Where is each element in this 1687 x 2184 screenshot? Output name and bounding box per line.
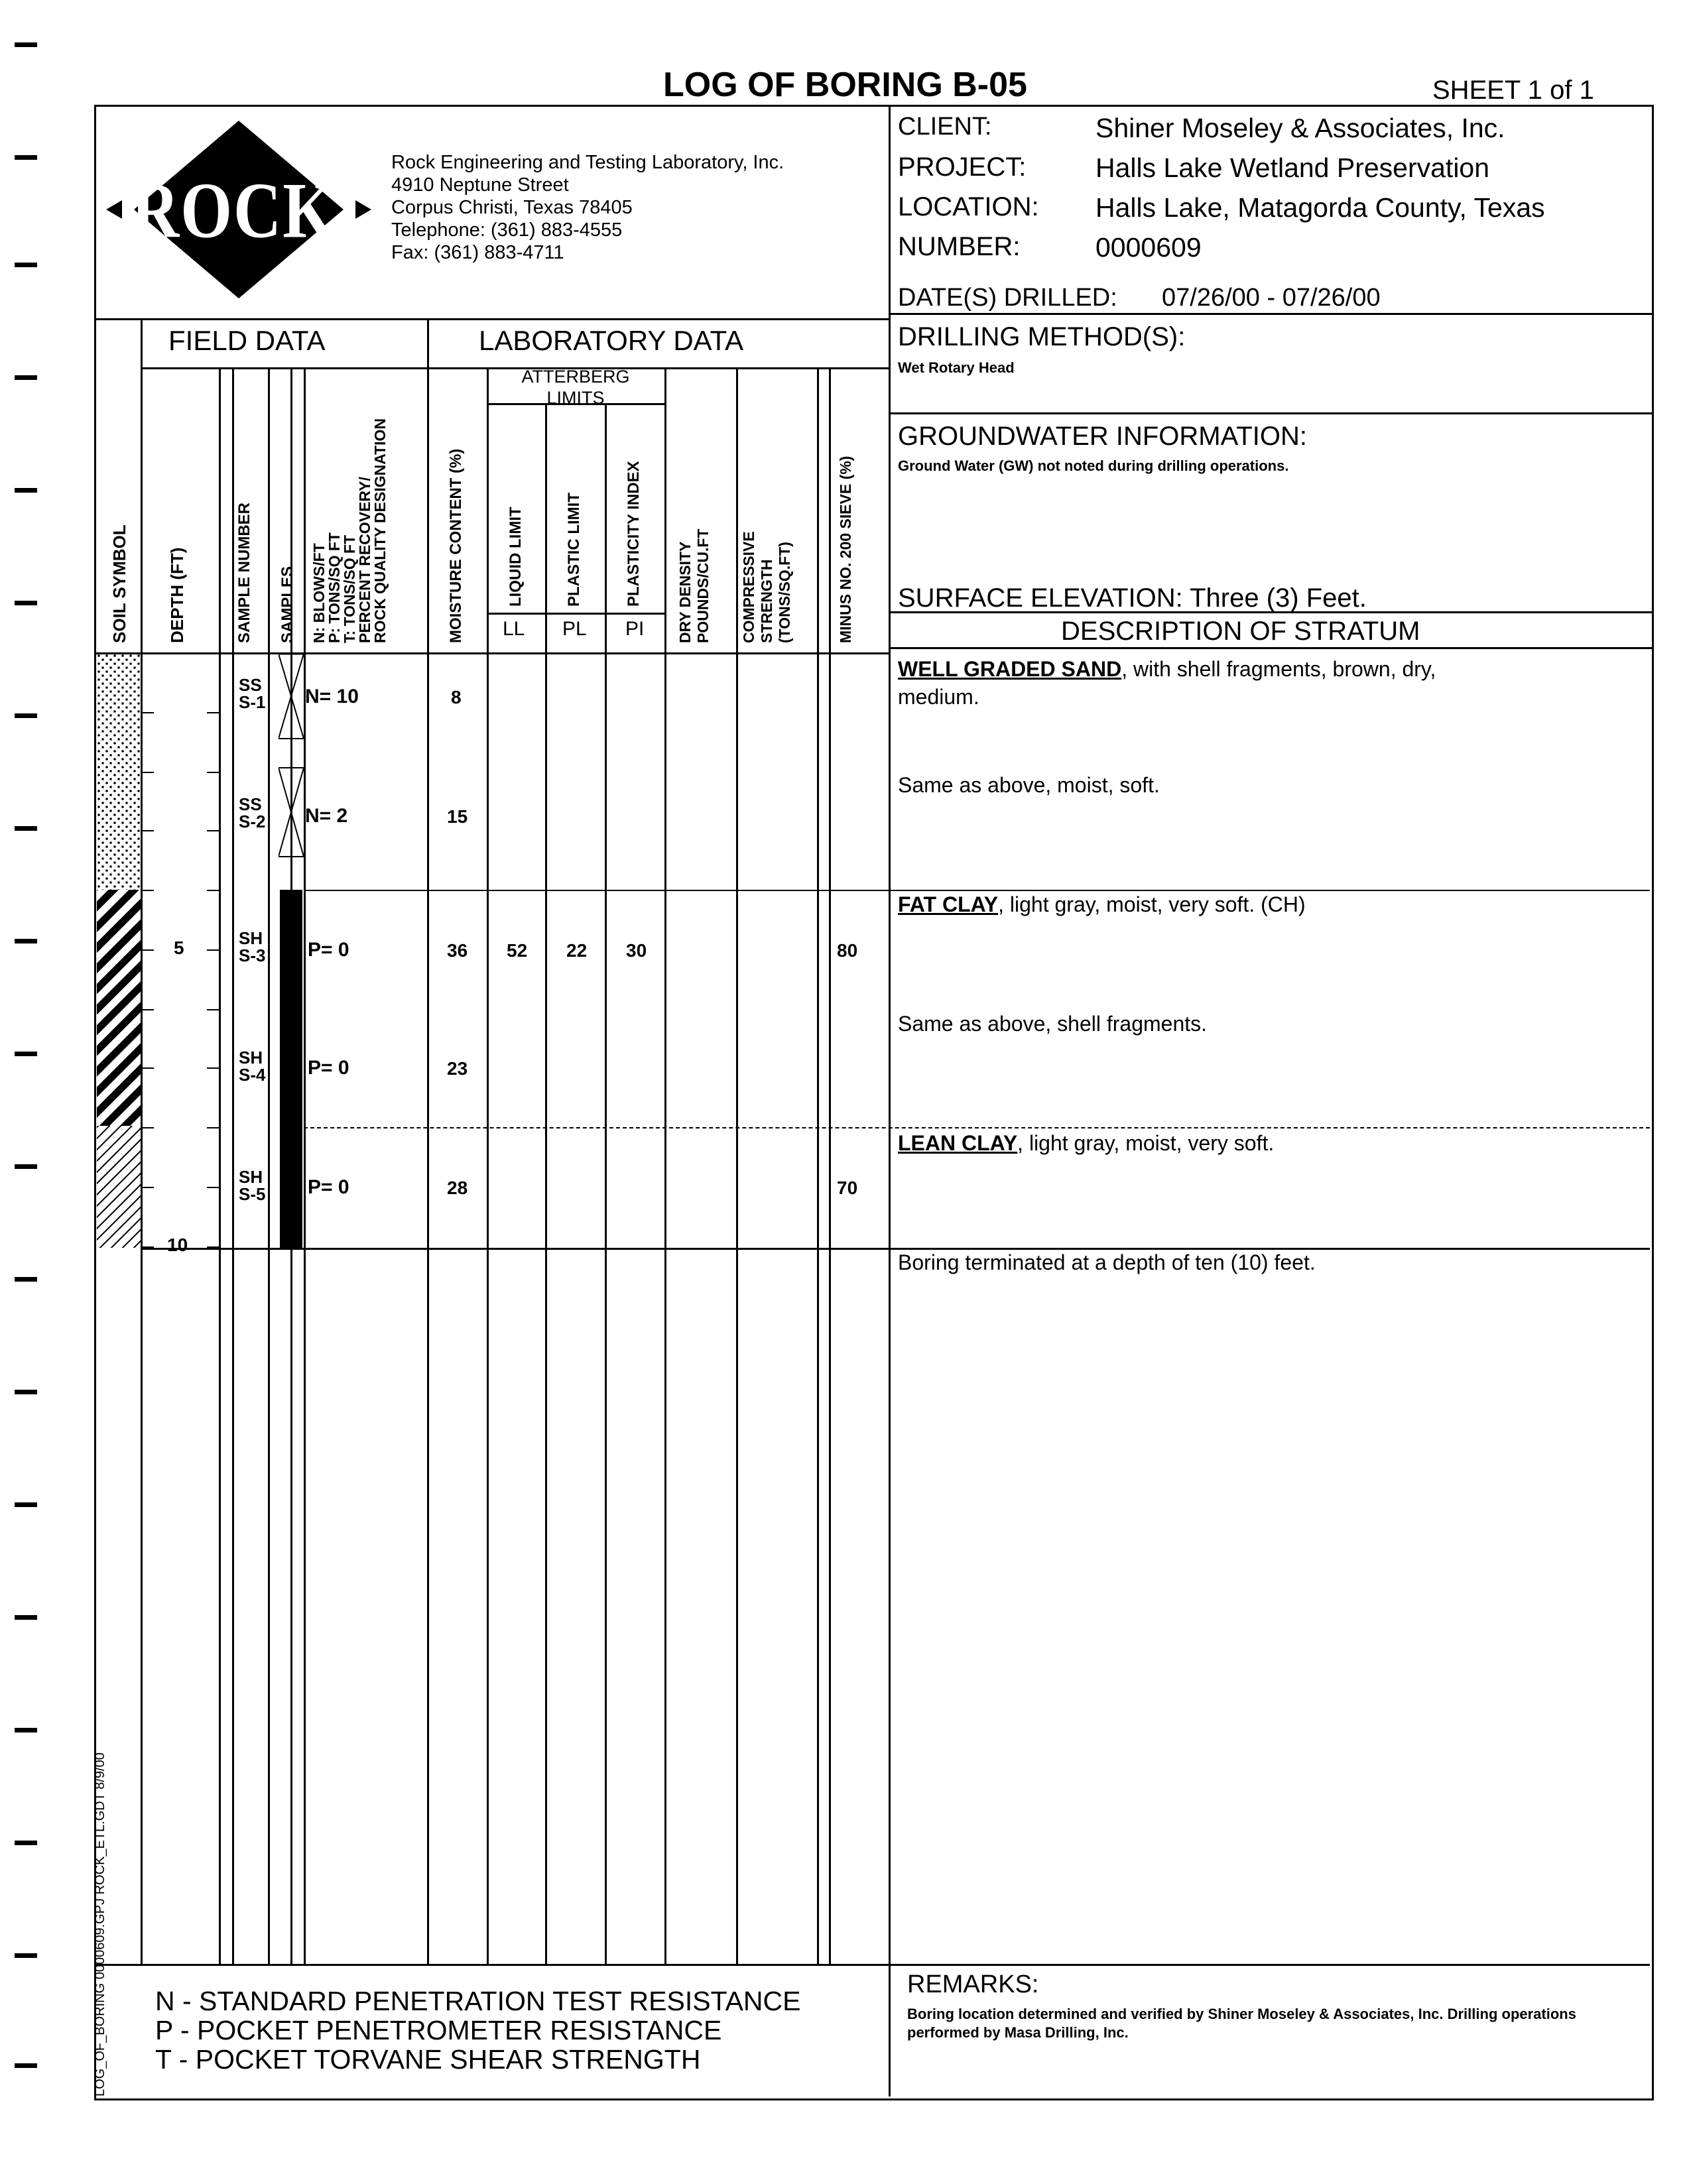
groundwater-label: GROUNDWATER INFORMATION: [898, 422, 1307, 451]
stratum-3-name: FAT CLAY [898, 892, 999, 916]
sample-2-moisture: 15 [447, 806, 468, 827]
col-plasticity-index: PLASTICITY INDEX [625, 461, 643, 607]
sample-4-number [239, 1049, 265, 1083]
col-pi: PI [625, 618, 645, 640]
surface-elevation: SURFACE ELEVATION: Three (3) Feet. [898, 583, 1367, 613]
col-compressive-1: COMPRESSIVE [740, 531, 757, 643]
sample-2-id: S-2 [239, 812, 266, 831]
location-label: LOCATION: [898, 192, 1039, 221]
margin-mark [15, 1841, 37, 1845]
legend-p: P - POCKET PENETROMETER RESISTANCE [155, 2015, 722, 2045]
sample-3-minus200: 80 [837, 940, 858, 961]
remarks-label: REMARKS: [907, 1971, 1039, 1998]
sample-5-id: S-5 [239, 1184, 266, 1204]
col-npt-p: P: TONS/SQ FT [326, 532, 343, 643]
margin-mark [15, 375, 37, 380]
col-soil-symbol: SOIL SYMBOL [109, 524, 129, 643]
soil-symbol-column [97, 654, 141, 1248]
col-sample-number: SAMPLE NUMBER [235, 502, 253, 643]
sample-1-type: SS [239, 675, 262, 695]
company-name: Rock Engineering and Testing Laboratory, Inc. [391, 152, 784, 173]
stratum-1-line2: medium. [898, 685, 979, 709]
stratum-3 [898, 892, 1306, 917]
sheet-number: SHEET 1 of 1 [1432, 76, 1594, 105]
stratum-5 [898, 1131, 1274, 1156]
number-label: NUMBER: [898, 232, 1021, 261]
client-value: Shiner Moseley & Associates, Inc. [1095, 113, 1505, 143]
margin-mark [15, 263, 37, 267]
sample-4-type: SH [239, 1048, 263, 1067]
stratum-5-name: LEAN CLAY [898, 1131, 1018, 1155]
sample-2-resistance: N= 2 [305, 805, 348, 827]
col-dry-density-1: DRY DENSITY [676, 541, 694, 643]
dates-label: DATE(S) DRILLED: [898, 284, 1117, 312]
number-value: 0000609 [1095, 232, 1202, 263]
sample-4-resistance: P= 0 [308, 1057, 349, 1079]
margin-mark [15, 1277, 37, 1282]
sample-1-number [239, 676, 265, 711]
stratum-1-name: WELL GRADED SAND [898, 657, 1122, 681]
sample-5-moisture: 28 [447, 1178, 468, 1198]
col-ll: LL [503, 618, 525, 640]
stratum-5-text: , light gray, moist, very soft. [1017, 1131, 1275, 1155]
col-npt [312, 418, 388, 643]
sample-1-resistance: N= 10 [305, 686, 359, 707]
margin-mark [15, 488, 37, 493]
col-compressive [740, 531, 794, 643]
col-depth: DEPTH (FT) [167, 547, 187, 643]
col-samples: SAMPLES [279, 566, 296, 643]
sample-3-pl: 22 [566, 940, 588, 961]
col-npt-rqd: ROCK QUALITY DESIGNATION [371, 418, 389, 643]
col-compressive-2: STRENGTH [758, 559, 775, 643]
stratum-4: Same as above, shell fragments. [898, 1012, 1208, 1036]
sample-4-moisture: 23 [447, 1058, 468, 1079]
sample-3-resistance: P= 0 [308, 939, 349, 961]
remarks-text: Boring location determined and verified by Shiner Moseley & Associates, Inc. Drilling operations performed by Masa Drilling, Inc. [907, 2006, 1576, 2041]
sample-5-type: SH [239, 1167, 263, 1187]
margin-mark [15, 1390, 37, 1394]
client-label: CLIENT: [898, 113, 992, 141]
sample-4-id: S-4 [239, 1065, 266, 1085]
sample-3-number [239, 930, 265, 964]
fat-clay-symbol [97, 890, 141, 1126]
company-street: 4910 Neptune Street [391, 174, 569, 196]
col-dry-density [676, 529, 712, 644]
col-pl: PL [562, 618, 587, 640]
laboratory-data-header: LABORATORY DATA [479, 325, 744, 356]
company-fax: Fax: (361) 883-4711 [391, 242, 564, 263]
sample-5-resistance: P= 0 [308, 1176, 349, 1198]
col-dry-density-2: POUNDS/CU.FT [694, 528, 712, 643]
stratum-3-text: , light gray, moist, very soft. (CH) [998, 892, 1306, 916]
margin-mark [15, 826, 37, 831]
margin-mark [15, 1728, 37, 1732]
sample-1-moisture: 8 [451, 687, 462, 707]
project-label: PROJECT: [898, 152, 1027, 182]
legend [155, 1986, 801, 2074]
sample-3-type: SH [239, 928, 263, 948]
margin-mark [15, 155, 37, 160]
margin-mark [15, 1615, 37, 1620]
description-header: DESCRIPTION OF STRATUM [1061, 617, 1420, 646]
depth-label-5: 5 [174, 938, 184, 958]
company-address [391, 151, 784, 264]
sample-3-pi: 30 [626, 940, 647, 961]
margin-mark [15, 601, 37, 605]
col-npt-n: N: BLOWS/FT [310, 543, 328, 643]
log-frame [94, 105, 1654, 2100]
col-moisture: MOISTURE CONTENT (%) [447, 448, 465, 643]
sample-5-minus200: 70 [837, 1178, 858, 1198]
drilling-method-value: Wet Rotary Head [898, 359, 1015, 376]
page-title: LOG OF BORING B-05 [663, 66, 1027, 104]
margin-mark [15, 1502, 37, 1507]
field-data-header: FIELD DATA [168, 325, 326, 356]
logo-text: ROCK [131, 166, 336, 255]
depth-label-10: 10 [167, 1235, 188, 1255]
margin-mark [15, 1164, 37, 1169]
lean-clay-symbol [97, 1126, 141, 1248]
col-compressive-3: (TONS/SQ.FT) [776, 542, 793, 643]
stratum-6: Boring terminated at a depth of ten (10) feet. [898, 1250, 1316, 1274]
atterberg-header: ATTERBERG LIMITS [521, 367, 630, 408]
margin-mark [15, 1052, 37, 1056]
stratum-1 [898, 655, 1627, 711]
sample-2-number [239, 796, 265, 830]
sample-3-moisture: 36 [447, 940, 468, 961]
margin-mark [15, 939, 37, 943]
location-value: Halls Lake, Matagorda County, Texas [1095, 192, 1545, 223]
sample-2-type: SS [239, 794, 262, 814]
sample-3-ll: 52 [507, 940, 528, 961]
col-npt-recovery: PERCENT RECOVERY/ [356, 477, 373, 643]
company-phone: Telephone: (361) 883-4555 [391, 219, 623, 241]
margin-mark [15, 42, 37, 47]
project-value: Halls Lake Wetland Preservation [1095, 152, 1490, 183]
legend-t: T - POCKET TORVANE SHEAR STRENGTH [155, 2044, 701, 2075]
sample-5-number [239, 1168, 265, 1203]
groundwater-value: Ground Water (GW) not noted during drilling operations. [898, 457, 1289, 474]
company-city: Corpus Christi, Texas 78405 [391, 197, 633, 218]
legend-n: N - STANDARD PENETRATION TEST RESISTANCE [155, 1986, 801, 2016]
margin-mark [15, 713, 37, 718]
col-liquid-limit: LIQUID LIMIT [507, 507, 525, 607]
side-footer: LOG_OF_BORING 0000609.GPJ ROCK_ETL.GDT 8/9/00 [93, 1752, 107, 2096]
col-plastic-limit: PLASTIC LIMIT [565, 493, 583, 607]
sample-3-id: S-3 [239, 945, 266, 965]
sample-1-id: S-1 [239, 692, 266, 712]
col-minus200: MINUS NO. 200 SIEVE (%) [837, 455, 854, 643]
stratum-2: Same as above, moist, soft. [898, 773, 1160, 797]
col-npt-t: T: TONS/SQ FT [341, 534, 358, 643]
dates-value: 07/26/00 - 07/26/00 [1162, 284, 1381, 312]
stratum-1-text: , with shell fragments, brown, dry, [1121, 657, 1436, 681]
drilling-method-label: DRILLING METHOD(S): [898, 322, 1186, 351]
margin-mark [15, 2063, 37, 2068]
margin-mark [15, 1953, 37, 1958]
sand-symbol [97, 654, 141, 890]
sampler-column [279, 654, 305, 1248]
